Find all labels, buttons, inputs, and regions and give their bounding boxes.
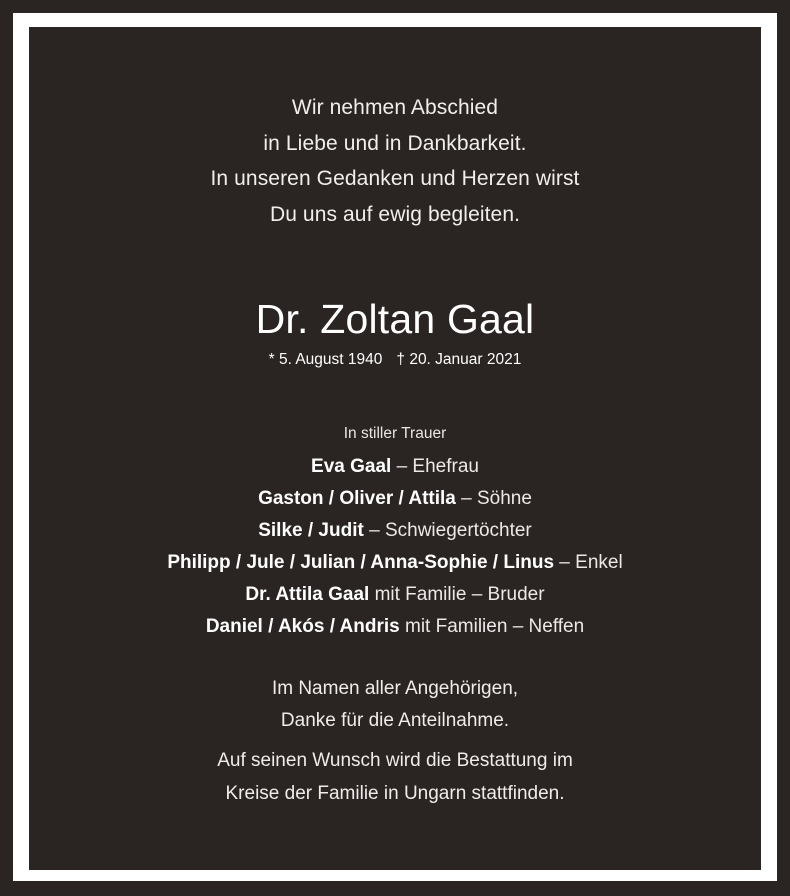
farewell-verse — [29, 90, 761, 232]
mourning-label: In stiller Trauer — [343, 425, 447, 442]
deceased-name: Dr. Zoltan Gaal — [255, 296, 535, 342]
verse-line: Du uns auf ewig begleiten. — [269, 202, 521, 226]
funeral-line: Kreise der Familie in Ungarn stattfinden. — [225, 783, 565, 804]
birth-date: * 5. August 1940 — [268, 351, 383, 368]
family-names: Eva Gaal — [311, 456, 392, 477]
verse-line: In unseren Gedanken und Herzen wirst — [210, 167, 580, 190]
family-relation: – Schwiegertöchter — [363, 520, 532, 541]
family-relation: mit Familien – Neffen — [399, 616, 585, 637]
thanks-line: Danke für die Anteilnahme. — [280, 710, 510, 731]
funeral-note — [29, 744, 761, 810]
family-names: Gaston / Oliver / Attila — [258, 488, 456, 509]
family-names: Silke / Judit — [258, 520, 364, 541]
family-names: Daniel / Akós / Andris — [205, 616, 400, 637]
verse-line: in Liebe und in Dankbarkeit. — [263, 131, 527, 155]
life-dates — [29, 350, 761, 370]
family-names: Philipp / Jule / Julian / Anna-Sophie / Linus — [167, 552, 555, 573]
family-row — [29, 547, 761, 579]
verse-line: Wir nehmen Abschied — [291, 96, 499, 119]
family-relation: – Söhne — [455, 488, 532, 509]
family-relation: – Ehefrau — [391, 456, 479, 477]
family-row — [29, 483, 761, 515]
thanks-note — [29, 673, 761, 737]
family-row — [29, 611, 761, 643]
family-names: Dr. Attila Gaal — [245, 584, 370, 605]
family-row — [29, 451, 761, 483]
family-list — [29, 451, 761, 643]
obituary-card — [29, 27, 761, 870]
thanks-line: Im Namen aller Angehörigen, — [271, 678, 519, 699]
family-row — [29, 515, 761, 547]
funeral-line: Auf seinen Wunsch wird die Bestattung im — [217, 750, 573, 771]
death-date: † 20. Januar 2021 — [396, 351, 522, 368]
family-relation: – Enkel — [554, 552, 623, 573]
family-relation: mit Familie – Bruder — [369, 584, 545, 605]
family-row — [29, 579, 761, 611]
